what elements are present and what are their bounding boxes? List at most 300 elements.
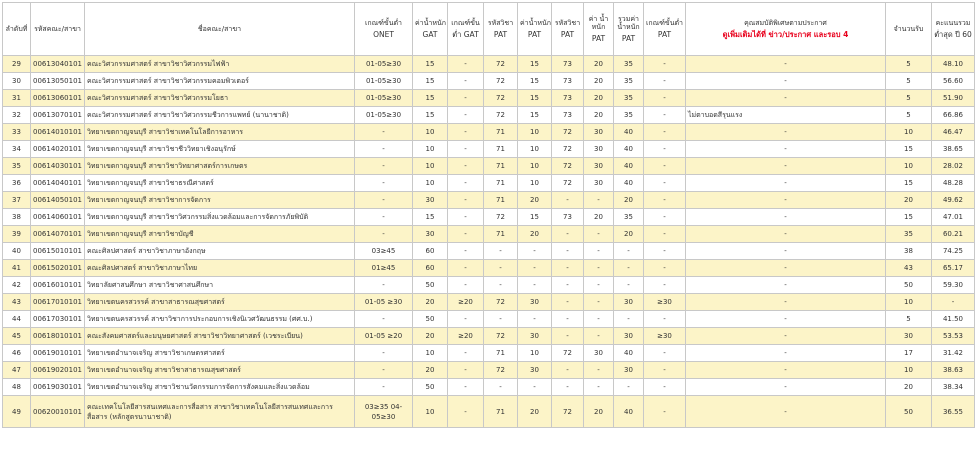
header-gat-min: เกณฑ์ขั้น ต่ำ GAT (448, 3, 484, 56)
row-qualification: - (686, 192, 886, 209)
header-pat-weight-2: ค่า น้ำหนัก PAT (584, 3, 614, 56)
row-code: 00613060101 (31, 90, 85, 107)
header-name: ชื่อคณะ/สาขา (85, 3, 355, 56)
row-pat-weight-1: 20 (518, 192, 552, 209)
table-row (3, 311, 975, 328)
row-pat-weight-1: 30 (518, 294, 552, 311)
row-min-score: 66.86 (932, 107, 975, 124)
row-number: 47 (3, 362, 31, 379)
row-onet: 01≥45 (355, 260, 413, 277)
row-pat-total: - (614, 379, 644, 396)
row-pat-total: 35 (614, 107, 644, 124)
row-name: คณะศิลปศาสตร์ สาขาวิชาภาษาไทย (85, 260, 355, 277)
row-pat-code-2: - (552, 260, 584, 277)
row-pat-weight-2: - (584, 277, 614, 294)
row-pat-code-1: 71 (484, 345, 518, 362)
row-onet: - (355, 175, 413, 192)
row-code: 00614050101 (31, 192, 85, 209)
row-pat-total: 40 (614, 124, 644, 141)
row-gat-min: - (448, 226, 484, 243)
row-pat-weight-1: 30 (518, 328, 552, 345)
row-pat-code-1: 71 (484, 158, 518, 175)
row-gat-min: - (448, 260, 484, 277)
row-gat-min: - (448, 362, 484, 379)
row-number: 40 (3, 243, 31, 260)
row-gat-min: - (448, 175, 484, 192)
row-pat-code-2: - (552, 243, 584, 260)
header-gat-weight: ค่าน้ำหนัก GAT (413, 3, 448, 56)
row-pat-weight-1: 15 (518, 107, 552, 124)
row-pat-code-2: - (552, 362, 584, 379)
row-pat-weight-2: 20 (584, 56, 614, 73)
table-row (3, 260, 975, 277)
row-gat-weight: 50 (413, 277, 448, 294)
row-pat-min: - (644, 260, 686, 277)
row-min-score: 49.62 (932, 192, 975, 209)
row-seats: 20 (886, 192, 932, 209)
row-gat-min: ≥20 (448, 294, 484, 311)
header-pat-min: เกณฑ์ขั้นต่ำ PAT (644, 3, 686, 56)
row-pat-min: - (644, 56, 686, 73)
row-qualification: - (686, 396, 886, 428)
table-row (3, 124, 975, 141)
header-onet: เกณฑ์ขั้นต่ำ ONET (355, 3, 413, 56)
table-row (3, 56, 975, 73)
row-name: วิทยาลัยศาสนศึกษา สาขาวิชาศาสนศึกษา (85, 277, 355, 294)
row-gat-weight: 50 (413, 311, 448, 328)
row-pat-weight-1: 15 (518, 73, 552, 90)
row-pat-min: - (644, 192, 686, 209)
row-min-score: 60.21 (932, 226, 975, 243)
row-min-score: 53.53 (932, 328, 975, 345)
row-pat-code-2: 73 (552, 209, 584, 226)
row-min-score: 28.02 (932, 158, 975, 175)
row-qualification: - (686, 90, 886, 107)
row-gat-weight: 30 (413, 226, 448, 243)
table-row (3, 107, 975, 124)
table-row (3, 73, 975, 90)
row-name: วิทยาเขตอำนาจเจริญ สาขาวิชาสาธารณสุขศาสตร์ (85, 362, 355, 379)
row-name: คณะวิศวกรรมศาสตร์ สาขาวิชาวิศวกรรมโยธา (85, 90, 355, 107)
row-onet: - (355, 311, 413, 328)
row-seats: 50 (886, 277, 932, 294)
table-row (3, 396, 975, 428)
row-gat-weight: 10 (413, 141, 448, 158)
row-name: คณะเทคโนโลยีสารสนเทศและการสื่อสาร สาขาวิชาเทคโนโลยีสารสนเทศและการสื่อสาร (หลักสูตรนานาชาติ) (85, 396, 355, 428)
row-pat-weight-2: 20 (584, 90, 614, 107)
row-onet: - (355, 209, 413, 226)
row-pat-weight-1: 15 (518, 209, 552, 226)
row-pat-code-1: - (484, 260, 518, 277)
row-qualification: - (686, 260, 886, 277)
row-pat-weight-2: - (584, 379, 614, 396)
row-gat-weight: 10 (413, 158, 448, 175)
table-row (3, 158, 975, 175)
row-pat-min: - (644, 379, 686, 396)
table-row (3, 328, 975, 345)
row-gat-weight: 20 (413, 362, 448, 379)
header-qualification: คุณสมบัติพิเศษตามประกาศ ดูเพิ่มเติมได้ที่ ข่าว/ประกาศ และรอบ 4 (686, 3, 886, 56)
row-pat-weight-2: 20 (584, 73, 614, 90)
row-pat-code-1: 71 (484, 226, 518, 243)
row-code: 00614030101 (31, 158, 85, 175)
row-pat-total: 40 (614, 175, 644, 192)
row-code: 00613070101 (31, 107, 85, 124)
row-pat-weight-1: 10 (518, 175, 552, 192)
row-pat-code-2: 72 (552, 124, 584, 141)
table-row (3, 243, 975, 260)
row-gat-min: - (448, 90, 484, 107)
row-pat-code-1: 72 (484, 73, 518, 90)
row-qualification: - (686, 73, 886, 90)
row-gat-min: - (448, 158, 484, 175)
row-pat-code-1: 71 (484, 192, 518, 209)
row-gat-min: - (448, 124, 484, 141)
row-gat-min: - (448, 73, 484, 90)
row-gat-weight: 15 (413, 209, 448, 226)
row-number: 45 (3, 328, 31, 345)
row-pat-code-1: 72 (484, 328, 518, 345)
table-row (3, 294, 975, 311)
row-pat-total: 40 (614, 345, 644, 362)
row-gat-weight: 20 (413, 328, 448, 345)
row-onet: 01-05≥30 (355, 107, 413, 124)
row-pat-weight-1: - (518, 277, 552, 294)
row-gat-weight: 15 (413, 90, 448, 107)
row-pat-weight-2: - (584, 192, 614, 209)
row-qualification: ไม่ตาบอดสีรุนแรง (686, 107, 886, 124)
row-pat-code-1: 71 (484, 141, 518, 158)
row-gat-weight: 10 (413, 175, 448, 192)
row-onet: 01-05 ≥30 (355, 294, 413, 311)
row-qualification: - (686, 209, 886, 226)
row-name: คณะวิศวกรรมศาสตร์ สาขาวิชาวิศวกรรมคอมพิวเตอร์ (85, 73, 355, 90)
row-qualification: - (686, 345, 886, 362)
row-pat-min: - (644, 107, 686, 124)
row-pat-total: 35 (614, 56, 644, 73)
row-pat-code-1: 72 (484, 90, 518, 107)
row-number: 43 (3, 294, 31, 311)
row-name: วิทยาเขตนครสวรรค์ สาขาสาธารณสุขศาสตร์ (85, 294, 355, 311)
table-row (3, 345, 975, 362)
row-pat-min: - (644, 158, 686, 175)
row-onet: 01-05≥30 (355, 90, 413, 107)
row-pat-code-2: 73 (552, 73, 584, 90)
row-pat-code-2: 73 (552, 90, 584, 107)
row-number: 33 (3, 124, 31, 141)
row-code: 00619020101 (31, 362, 85, 379)
row-code: 00619030101 (31, 379, 85, 396)
row-pat-weight-2: 20 (584, 107, 614, 124)
row-pat-min: - (644, 396, 686, 428)
row-qualification: - (686, 158, 886, 175)
row-pat-code-2: - (552, 311, 584, 328)
row-seats: 50 (886, 396, 932, 428)
row-pat-code-1: 72 (484, 209, 518, 226)
table-row (3, 277, 975, 294)
row-pat-weight-2: 20 (584, 396, 614, 428)
row-onet: 01-05≥30 (355, 73, 413, 90)
row-pat-weight-2: 20 (584, 209, 614, 226)
row-onet: - (355, 277, 413, 294)
row-gat-min: - (448, 209, 484, 226)
row-gat-weight: 20 (413, 294, 448, 311)
row-seats: 5 (886, 311, 932, 328)
row-pat-weight-1: 10 (518, 345, 552, 362)
row-pat-code-1: 71 (484, 124, 518, 141)
row-code: 00618010101 (31, 328, 85, 345)
row-pat-total: 20 (614, 192, 644, 209)
table-row (3, 141, 975, 158)
row-onet: 01-05≥30 (355, 56, 413, 73)
row-pat-code-1: - (484, 379, 518, 396)
row-pat-min: - (644, 141, 686, 158)
row-gat-weight: 10 (413, 124, 448, 141)
row-seats: 5 (886, 107, 932, 124)
row-code: 00614060101 (31, 209, 85, 226)
row-pat-total: - (614, 311, 644, 328)
row-gat-min: - (448, 243, 484, 260)
row-name: วิทยาเขตกาญจนบุรี สาขาวิชาเทคโนโลยีการอาหาร (85, 124, 355, 141)
row-code: 00617030101 (31, 311, 85, 328)
row-pat-weight-1: 10 (518, 141, 552, 158)
row-number: 32 (3, 107, 31, 124)
row-pat-total: 35 (614, 209, 644, 226)
row-pat-weight-1: 15 (518, 90, 552, 107)
admission-table (2, 2, 975, 428)
row-gat-min: - (448, 141, 484, 158)
row-pat-weight-2: - (584, 226, 614, 243)
row-number: 49 (3, 396, 31, 428)
row-qualification: - (686, 362, 886, 379)
row-gat-weight: 50 (413, 379, 448, 396)
row-pat-min: - (644, 243, 686, 260)
row-gat-min: - (448, 311, 484, 328)
row-number: 35 (3, 158, 31, 175)
table-row (3, 175, 975, 192)
row-name: คณะสังคมศาสตร์และมนุษยศาสตร์ สาขาวิชาวิทยาศาสตร์ (เวชระเบียน) (85, 328, 355, 345)
row-pat-min: - (644, 362, 686, 379)
table-row (3, 192, 975, 209)
row-pat-code-1: 71 (484, 175, 518, 192)
row-pat-min: - (644, 73, 686, 90)
row-pat-total: 30 (614, 328, 644, 345)
row-qualification: - (686, 311, 886, 328)
row-gat-weight: 15 (413, 107, 448, 124)
row-pat-code-2: 73 (552, 56, 584, 73)
row-qualification: - (686, 141, 886, 158)
row-gat-min: - (448, 192, 484, 209)
row-min-score: 38.63 (932, 362, 975, 379)
row-pat-total: 40 (614, 158, 644, 175)
row-pat-code-2: - (552, 328, 584, 345)
row-qualification: - (686, 56, 886, 73)
row-gat-weight: 60 (413, 260, 448, 277)
row-number: 36 (3, 175, 31, 192)
row-pat-total: 35 (614, 90, 644, 107)
row-code: 00616010101 (31, 277, 85, 294)
row-pat-total: - (614, 243, 644, 260)
admission-table-wrapper (2, 2, 974, 428)
row-min-score: 48.28 (932, 175, 975, 192)
row-pat-code-1: 72 (484, 294, 518, 311)
row-code: 00614010101 (31, 124, 85, 141)
row-seats: 43 (886, 260, 932, 277)
row-pat-total: 40 (614, 396, 644, 428)
row-min-score: - (932, 294, 975, 311)
row-min-score: 38.34 (932, 379, 975, 396)
row-number: 39 (3, 226, 31, 243)
row-pat-code-1: 72 (484, 107, 518, 124)
table-row (3, 362, 975, 379)
row-pat-min: - (644, 345, 686, 362)
row-name: วิทยาเขตกาญจนบุรี สาขาวิชาวิศวกรรมสิ่งแวดล้อมและการจัดการภัยพิบัติ (85, 209, 355, 226)
row-qualification: - (686, 379, 886, 396)
row-min-score: 38.65 (932, 141, 975, 158)
row-pat-min: - (644, 226, 686, 243)
row-pat-min: - (644, 175, 686, 192)
row-onet: 03≥35 04-05≥30 (355, 396, 413, 428)
row-number: 38 (3, 209, 31, 226)
row-pat-total: 40 (614, 141, 644, 158)
row-gat-min: - (448, 107, 484, 124)
row-name: คณะวิศวกรรมศาสตร์ สาขาวิชาวิศวกรรมชีวการแพทย์ (นานาชาติ) (85, 107, 355, 124)
row-pat-total: 20 (614, 226, 644, 243)
row-code: 00613040101 (31, 56, 85, 73)
row-min-score: 41.50 (932, 311, 975, 328)
row-name: วิทยาเขตอำนาจเจริญ สาขาวิชาเกษตรศาสตร์ (85, 345, 355, 362)
row-name: คณะวิศวกรรมศาสตร์ สาขาวิชาวิศวกรรมไฟฟ้า (85, 56, 355, 73)
header-code: รหัสคณะ/สาขา (31, 3, 85, 56)
row-pat-code-2: - (552, 226, 584, 243)
row-number: 37 (3, 192, 31, 209)
row-pat-code-2: - (552, 192, 584, 209)
row-name: วิทยาเขตนครสวรรค์ สาขาวิชาการประกอบการเชิงนิเวศวัฒนธรรม (ศศ.บ.) (85, 311, 355, 328)
table-row (3, 209, 975, 226)
row-onet: 01-05 ≥20 (355, 328, 413, 345)
row-pat-total: 30 (614, 294, 644, 311)
row-number: 48 (3, 379, 31, 396)
row-number: 42 (3, 277, 31, 294)
row-qualification: - (686, 175, 886, 192)
row-pat-total: - (614, 260, 644, 277)
header-row (3, 3, 975, 56)
row-pat-weight-2: - (584, 362, 614, 379)
row-name: วิทยาเขตกาญจนบุรี สาขาวิชาการจัดการ (85, 192, 355, 209)
header-pat-weight-1: ค่าน้ำหนัก PAT (518, 3, 552, 56)
row-pat-weight-2: 30 (584, 158, 614, 175)
row-seats: 15 (886, 141, 932, 158)
row-gat-min: ≥20 (448, 328, 484, 345)
row-gat-min: - (448, 277, 484, 294)
row-pat-code-1: - (484, 277, 518, 294)
row-pat-min: - (644, 90, 686, 107)
row-number: 31 (3, 90, 31, 107)
row-pat-min: - (644, 209, 686, 226)
row-min-score: 51.90 (932, 90, 975, 107)
row-pat-weight-2: - (584, 294, 614, 311)
row-seats: 5 (886, 73, 932, 90)
row-pat-weight-2: 30 (584, 345, 614, 362)
row-pat-weight-2: 30 (584, 175, 614, 192)
row-pat-code-2: - (552, 277, 584, 294)
row-qualification: - (686, 294, 886, 311)
row-pat-min: ≥30 (644, 328, 686, 345)
row-code: 00614040101 (31, 175, 85, 192)
row-number: 46 (3, 345, 31, 362)
row-min-score: 56.60 (932, 73, 975, 90)
row-pat-code-1: - (484, 311, 518, 328)
row-number: 30 (3, 73, 31, 90)
table-row (3, 90, 975, 107)
row-onet: - (355, 362, 413, 379)
row-seats: 5 (886, 56, 932, 73)
row-pat-code-2: 72 (552, 141, 584, 158)
row-name: วิทยาเขตอำนาจเจริญ สาขาวิชานวัตกรรมการจัดการสังคมและสิ่งแวดล้อม (85, 379, 355, 396)
row-pat-min: - (644, 124, 686, 141)
row-pat-weight-2: - (584, 328, 614, 345)
row-onet: - (355, 158, 413, 175)
row-pat-weight-2: - (584, 311, 614, 328)
row-seats: 10 (886, 362, 932, 379)
row-onet: - (355, 192, 413, 209)
row-code: 00615010101 (31, 243, 85, 260)
row-min-score: 65.17 (932, 260, 975, 277)
row-pat-weight-2: - (584, 260, 614, 277)
row-onet: 03≥45 (355, 243, 413, 260)
row-code: 00615020101 (31, 260, 85, 277)
row-pat-code-2: 72 (552, 158, 584, 175)
row-pat-code-2: - (552, 294, 584, 311)
header-pat-code-2: รหัสวิชา PAT (552, 3, 584, 56)
row-seats: 20 (886, 379, 932, 396)
row-qualification: - (686, 124, 886, 141)
row-seats: 15 (886, 175, 932, 192)
row-seats: 17 (886, 345, 932, 362)
table-body (3, 56, 975, 428)
row-pat-code-2: 72 (552, 175, 584, 192)
row-pat-weight-1: - (518, 243, 552, 260)
row-min-score: 74.25 (932, 243, 975, 260)
row-onet: - (355, 379, 413, 396)
row-gat-weight: 15 (413, 56, 448, 73)
row-seats: 30 (886, 328, 932, 345)
row-seats: 10 (886, 124, 932, 141)
header-seats: จำนวนรับ (886, 3, 932, 56)
row-seats: 38 (886, 243, 932, 260)
row-gat-weight: 60 (413, 243, 448, 260)
row-code: 00613050101 (31, 73, 85, 90)
row-onet: - (355, 345, 413, 362)
row-name: วิทยาเขตกาญจนบุรี สาขาวิชาชีววิทยาเชิงอนุรักษ์ (85, 141, 355, 158)
row-pat-total: 30 (614, 362, 644, 379)
row-seats: 10 (886, 158, 932, 175)
row-min-score: 47.01 (932, 209, 975, 226)
row-pat-code-1: 72 (484, 362, 518, 379)
header-no: ลำดับที่ (3, 3, 31, 56)
row-pat-weight-1: 20 (518, 396, 552, 428)
row-min-score: 59.30 (932, 277, 975, 294)
row-pat-code-2: 73 (552, 107, 584, 124)
row-gat-weight: 10 (413, 396, 448, 428)
row-seats: 5 (886, 90, 932, 107)
row-pat-total: - (614, 277, 644, 294)
row-pat-weight-1: - (518, 311, 552, 328)
row-code: 00620010101 (31, 396, 85, 428)
row-pat-code-2: 72 (552, 345, 584, 362)
row-pat-min: - (644, 277, 686, 294)
row-number: 29 (3, 56, 31, 73)
